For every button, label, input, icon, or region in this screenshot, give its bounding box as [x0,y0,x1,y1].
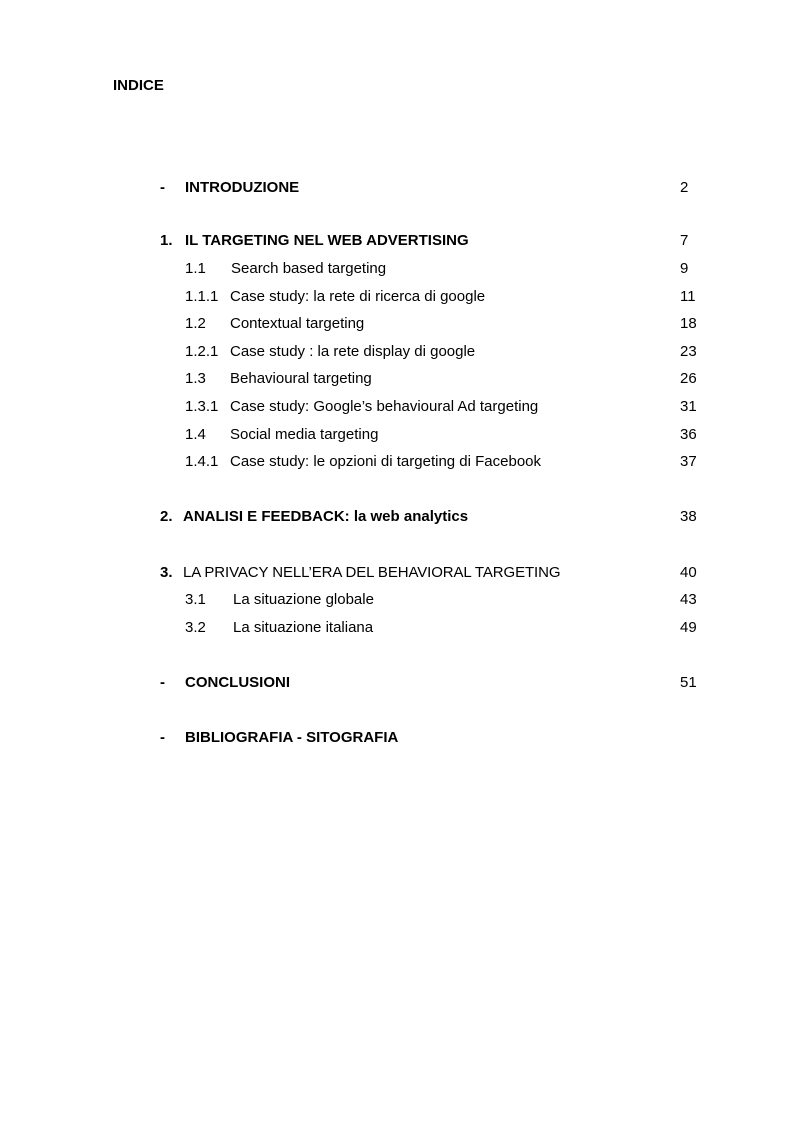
toc-entry-bibliografia [0,728,794,748]
toc-label: BIBLIOGRAFIA - SITOGRAFIA [185,729,399,746]
toc-label: INTRODUZIONE [185,179,300,196]
toc-marker: - [160,179,165,196]
toc-label: Case study : la rete display di google [230,343,476,360]
toc-entry-chapter-2 [0,507,794,527]
toc-entry-1-4-1 [0,452,794,472]
toc-page-number: 11 [680,288,696,305]
toc-label: ANALISI E FEEDBACK: la web analytics [183,508,469,525]
toc-entry-3-1 [0,590,794,610]
toc-entry-conclusioni [0,673,794,693]
toc-marker: 1.2.1 [185,343,219,360]
toc-entry-3-2 [0,618,794,638]
toc-marker: 1.3 [185,370,206,387]
toc-marker: 3.2 [185,619,206,636]
toc-marker: - [160,674,165,691]
toc-label: IL TARGETING NEL WEB ADVERTISING [185,232,469,249]
toc-page-number: 23 [680,343,697,360]
toc-label: Search based targeting [231,260,387,277]
toc-label: Social media targeting [230,426,379,443]
toc-label: LA PRIVACY NELL’ERA DEL BEHAVIORAL TARGETING [183,564,561,581]
toc-page-number: 36 [680,426,697,443]
toc-page-number: 9 [680,260,689,277]
toc-entry-chapter-1 [0,231,794,251]
toc-page-number: 18 [680,315,697,332]
toc-page-number: 7 [680,232,689,249]
toc-label: Case study: le opzioni di targeting di Facebook [230,453,542,470]
toc-entry-1-1-1 [0,287,794,307]
toc-entry-1-3 [0,369,794,389]
toc-page-number: 51 [680,674,697,691]
toc-page-number: 43 [680,591,697,608]
toc-label: Behavioural targeting [230,370,372,387]
toc-marker: 1.4.1 [185,453,219,470]
toc-page-number: 40 [680,564,697,581]
toc-page-number: 31 [680,398,697,415]
page-title: INDICE [113,77,164,94]
toc-marker: 1.4 [185,426,206,443]
toc-marker: 2. [160,508,173,525]
toc-entry-1-2-1 [0,342,794,362]
toc-marker: 1.3.1 [185,398,219,415]
toc-label: Contextual targeting [230,315,365,332]
toc-marker: 3. [160,564,173,581]
toc-entry-1-3-1 [0,397,794,417]
toc-marker: - [160,729,165,746]
toc-label: Case study: la rete di ricerca di google [230,288,486,305]
toc-label: La situazione globale [233,591,374,608]
toc-label: CONCLUSIONI [185,674,290,691]
toc-marker: 3.1 [185,591,206,608]
toc-page-number: 49 [680,619,697,636]
toc-marker: 1. [160,232,173,249]
toc-entry-1-4 [0,425,794,445]
toc-label: La situazione italiana [233,619,374,636]
toc-page-number: 26 [680,370,697,387]
toc-entry-1-1 [0,259,794,279]
toc-page-number: 37 [680,453,697,470]
toc-page-number: 38 [680,508,697,525]
toc-label: Case study: Google’s behavioural Ad targeting [230,398,539,415]
toc-page-number: 2 [680,179,689,196]
toc-entry-chapter-3 [0,563,794,583]
toc-entry-introduzione [0,178,794,198]
toc-marker: 1.2 [185,315,206,332]
toc-marker: 1.1.1 [185,288,219,305]
toc-entry-1-2 [0,314,794,334]
toc-marker: 1.1 [185,260,206,277]
